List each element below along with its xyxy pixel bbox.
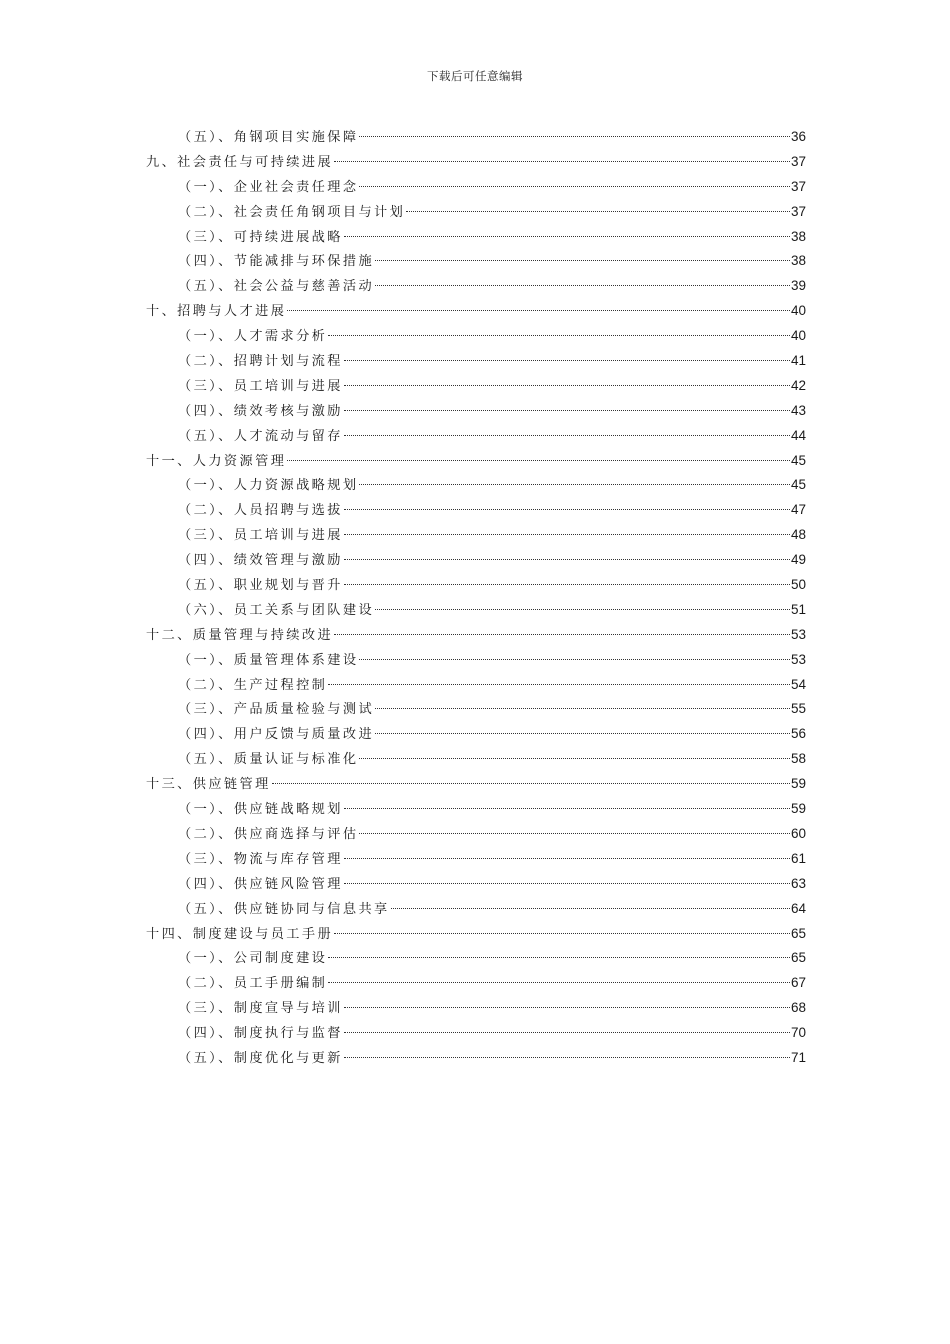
toc-entry-title: （一）、企业社会责任理念 [178,179,359,195]
toc-page-number: 68 [790,1000,806,1016]
toc-page-number: 70 [790,1025,806,1041]
toc-entry-title: （四）、绩效考核与激励 [178,403,343,419]
toc-dot-leader [344,385,790,386]
toc-page-number: 49 [790,552,806,568]
toc-dot-leader [344,1007,790,1008]
toc-page-number: 38 [790,253,806,269]
toc-entry[interactable] [146,175,806,200]
toc-entry[interactable] [146,349,806,374]
toc-dot-leader [344,559,790,560]
toc-entry[interactable] [146,847,806,872]
toc-entry-title: 十、招聘与人才进展 [146,304,287,320]
toc-page-number: 40 [790,303,806,319]
toc-page-number: 41 [790,353,806,369]
toc-page-number: 53 [790,626,806,642]
toc-entry-title: （五）、供应链协同与信息共享 [178,901,390,917]
table-of-contents [146,125,806,1071]
toc-dot-leader [334,634,790,635]
toc-entry-title: （一）、人才需求分析 [178,329,328,345]
toc-page-number: 47 [790,502,806,518]
toc-entry[interactable] [146,946,806,971]
toc-entry-title: （二）、人员招聘与选拔 [178,503,343,519]
toc-entry-title: 九、社会责任与可持续进展 [146,154,334,170]
toc-entry-title: （三）、员工培训与进展 [178,528,343,544]
toc-dot-leader [344,236,790,237]
toc-page-number: 45 [790,452,806,468]
toc-entry-title: （六）、员工关系与团队建设 [178,602,375,618]
toc-page-number: 60 [790,825,806,841]
toc-dot-leader [344,435,790,436]
toc-dot-leader [287,460,790,461]
toc-entry[interactable] [146,573,806,598]
toc-entry-title: 十一、人力资源管理 [146,453,287,469]
toc-entry[interactable] [146,424,806,449]
toc-entry[interactable] [146,797,806,822]
toc-entry[interactable] [146,996,806,1021]
toc-dot-leader [375,285,790,286]
toc-dot-leader [344,360,790,361]
toc-entry[interactable] [146,473,806,498]
toc-dot-leader [375,260,790,261]
toc-entry-title: （二）、生产过程控制 [178,677,328,693]
toc-dot-leader [344,1032,790,1033]
toc-dot-leader [375,733,790,734]
toc-dot-leader [344,509,790,510]
toc-entry-title: （三）、员工培训与进展 [178,378,343,394]
toc-entry[interactable] [146,872,806,897]
toc-page-number: 55 [790,701,806,717]
toc-entry-title: （五）、制度优化与更新 [178,1050,343,1066]
toc-entry[interactable] [146,747,806,772]
toc-entry-title: （一）、质量管理体系建设 [178,652,359,668]
toc-entry-title: （二）、员工手册编制 [178,976,328,992]
toc-entry[interactable] [146,772,806,797]
toc-entry-title: （四）、供应链风险管理 [178,876,343,892]
toc-entry-title: （四）、绩效管理与激励 [178,553,343,569]
toc-entry[interactable] [146,1021,806,1046]
toc-entry-title: （五）、社会公益与慈善活动 [178,279,375,295]
toc-dot-leader [344,883,790,884]
toc-dot-leader [272,783,790,784]
toc-entry[interactable] [146,299,806,324]
toc-page-number: 67 [790,975,806,991]
toc-page-number: 61 [790,850,806,866]
toc-dot-leader [359,186,790,187]
toc-entry[interactable] [146,922,806,947]
toc-page-number: 53 [790,651,806,667]
toc-entry-title: 十三、供应链管理 [146,777,271,793]
toc-entry-title: （三）、产品质量检验与测试 [178,702,375,718]
toc-entry[interactable] [146,722,806,747]
toc-entry-title: （二）、社会责任角钢项目与计划 [178,204,406,220]
toc-entry-title: 十二、质量管理与持续改进 [146,627,334,643]
toc-page-number: 48 [790,527,806,543]
toc-entry[interactable] [146,648,806,673]
toc-entry-title: （五）、质量认证与标准化 [178,752,359,768]
toc-page-number: 50 [790,577,806,593]
toc-entry-title: （三）、制度宣导与培训 [178,1001,343,1017]
toc-dot-leader [359,758,790,759]
toc-dot-leader [287,310,790,311]
toc-entry-title: （五）、人才流动与留存 [178,428,343,444]
toc-dot-leader [328,957,790,958]
toc-entry[interactable] [146,498,806,523]
page-header: 下载后可任意编辑 [427,69,523,83]
toc-entry-title: （二）、招聘计划与流程 [178,354,343,370]
toc-page-number: 42 [790,377,806,393]
toc-page-number: 71 [790,1049,806,1065]
toc-page-number: 65 [790,925,806,941]
toc-dot-leader [359,833,790,834]
toc-page-number: 36 [790,129,806,144]
toc-dot-leader [344,858,790,859]
toc-page-number: 37 [790,178,806,194]
toc-dot-leader [344,410,790,411]
toc-dot-leader [334,933,790,934]
toc-entry[interactable] [146,374,806,399]
toc-page-number: 39 [790,278,806,294]
toc-page-number: 54 [790,676,806,692]
toc-entry-title: 十四、制度建设与员工手册 [146,926,334,942]
toc-entry[interactable] [146,249,806,274]
toc-page-number: 65 [790,950,806,966]
toc-entry[interactable] [146,449,806,474]
toc-dot-leader [334,161,790,162]
toc-page-number: 58 [790,751,806,767]
toc-entry[interactable] [146,1046,806,1071]
toc-page-number: 59 [790,776,806,792]
toc-entry[interactable] [146,399,806,424]
toc-page-number: 38 [790,228,806,244]
toc-dot-leader [406,211,790,212]
toc-entry[interactable] [146,150,806,175]
toc-entry[interactable] [146,200,806,225]
toc-page-number: 37 [790,203,806,219]
toc-page-number: 59 [790,801,806,817]
toc-page-number: 40 [790,328,806,344]
toc-entry[interactable] [146,971,806,996]
toc-dot-leader [359,484,790,485]
toc-entry[interactable] [146,523,806,548]
toc-dot-leader [391,908,790,909]
toc-entry-title: （一）、人力资源战略规划 [178,478,359,494]
toc-entry[interactable] [146,125,806,150]
toc-entry-title: （一）、供应链战略规划 [178,802,343,818]
toc-entry[interactable] [146,274,806,299]
toc-entry-title: （四）、用户反馈与质量改进 [178,727,375,743]
toc-page-number: 43 [790,402,806,418]
toc-entry[interactable] [146,548,806,573]
toc-page-number: 64 [790,900,806,916]
toc-dot-leader [359,136,790,137]
toc-dot-leader [328,684,790,685]
toc-dot-leader [344,534,790,535]
toc-entry-title: （三）、物流与库存管理 [178,851,343,867]
toc-entry-title: （二）、供应商选择与评估 [178,826,359,842]
toc-entry[interactable] [146,598,806,623]
toc-entry[interactable] [146,225,806,250]
toc-entry[interactable] [146,822,806,847]
toc-entry-title: （五）、职业规划与晋升 [178,578,343,594]
toc-entry-title: （四）、节能减排与环保措施 [178,254,375,270]
toc-dot-leader [375,708,790,709]
toc-entry[interactable] [146,897,806,922]
toc-dot-leader [328,335,790,336]
toc-dot-leader [344,808,790,809]
toc-entry-title: （四）、制度执行与监督 [178,1026,343,1042]
toc-entry-title: （五）、角钢项目实施保障 [178,130,359,145]
toc-page-number: 45 [790,477,806,493]
toc-entry[interactable] [146,623,806,648]
toc-entry-title: （一）、公司制度建设 [178,951,328,967]
toc-page-number: 44 [790,427,806,443]
toc-page-number: 56 [790,726,806,742]
toc-entry[interactable] [146,324,806,349]
toc-entry[interactable] [146,673,806,698]
toc-dot-leader [359,659,790,660]
toc-page-number: 63 [790,875,806,891]
toc-dot-leader [344,584,790,585]
toc-entry-title: （三）、可持续进展战略 [178,229,343,245]
toc-page-number: 51 [790,601,806,617]
toc-dot-leader [344,1057,790,1058]
toc-dot-leader [375,609,790,610]
toc-dot-leader [328,982,790,983]
toc-page-number: 37 [790,153,806,169]
toc-entry[interactable] [146,697,806,722]
